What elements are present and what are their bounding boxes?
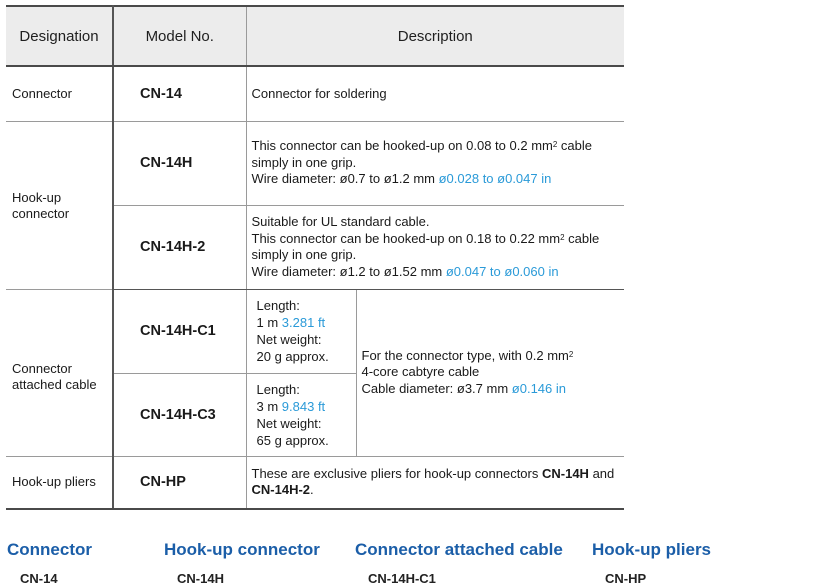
desc-text: simply in one grip. [251, 154, 357, 170]
length-value: 1 m [256, 315, 282, 330]
designation-cell [6, 121, 113, 289]
desc-text: Suitable for UL standard cable. [251, 214, 430, 229]
desc-text: cable [557, 138, 593, 154]
desc-text: and [588, 465, 615, 481]
header-description: Description [246, 6, 624, 66]
imperial-value: 9.843 ft [281, 398, 326, 414]
designation-line: attached cable [12, 376, 97, 392]
weight-value: 20 g approx. [256, 349, 329, 364]
model-cell: CN-HP [113, 456, 246, 509]
imperial-value: ø0.146 in [511, 380, 566, 396]
spec-cell [246, 289, 356, 373]
desc-text: Wire diameter: ø0.7 to ø1.2 mm [251, 171, 439, 187]
superscript: 2 [552, 140, 558, 150]
desc-text: This connector can be hooked-up on 0.18 to 0.22 mm [251, 230, 561, 246]
header-designation: Designation [6, 6, 113, 66]
designation-cell [6, 289, 113, 456]
model-cell: CN-14H-2 [113, 205, 246, 289]
length-label: Length: [256, 381, 300, 397]
desc-text: Cable diameter: ø3.7 mm [361, 380, 512, 396]
model-ref: CN-14H [541, 465, 589, 481]
subheading-hookup-pliers: CN-HP [605, 571, 647, 586]
designation-line: connector [12, 206, 70, 221]
spec-cell [246, 373, 356, 456]
model-ref: CN-14H-2 [251, 482, 311, 498]
length-value: 3 m [256, 398, 282, 414]
subheading-connector-attached-cable: CN-14H-C1 [368, 571, 436, 586]
table-row-pliers [6, 456, 624, 509]
length-label: Length: [256, 298, 300, 313]
description-cell [246, 456, 624, 509]
desc-text: These are exclusive pliers for hook-up connectors [251, 465, 542, 481]
desc-text: cable [564, 230, 600, 246]
heading-connector: Connector [7, 540, 92, 559]
superscript: 2 [560, 232, 565, 242]
weight-label: Net weight: [256, 415, 322, 431]
heading-connector-attached-cable: Connector attached cable [355, 540, 563, 559]
imperial-value: 3.281 ft [281, 315, 326, 330]
desc-text: This connector can be hooked-up on 0.08 to 0.2 mm [251, 138, 553, 154]
weight-value: 65 g approx. [256, 432, 329, 448]
table-row-cn14h-c1 [6, 289, 624, 373]
description-cell: Connector for soldering [246, 66, 624, 121]
designation-line: Hook-up [12, 190, 62, 205]
desc-text: . [310, 482, 314, 498]
desc-text: 4-core cabtyre cable [361, 364, 480, 380]
description-cell [246, 121, 624, 205]
weight-label: Net weight: [256, 332, 322, 347]
table-row-connector [6, 66, 624, 121]
spec-table [6, 5, 624, 510]
designation-cell: Connector [6, 66, 113, 121]
product-headings [0, 538, 830, 586]
description-cell [246, 205, 624, 289]
model-cell: CN-14H-C1 [113, 289, 246, 373]
designation-cell: Hook-up pliers [6, 456, 113, 509]
subheading-hookup-connector: CN-14H [177, 571, 224, 586]
model-cell: CN-14 [113, 66, 246, 121]
model-cell: CN-14H [113, 121, 246, 205]
designation-line: Connector [12, 360, 72, 376]
imperial-value: ø0.028 to ø0.047 in [438, 171, 552, 187]
model-cell: CN-14H-C3 [113, 373, 246, 456]
header-model: Model No. [113, 6, 246, 66]
subheading-connector: CN-14 [20, 571, 58, 586]
desc-text: Wire diameter: ø1.2 to ø1.52 mm [251, 263, 446, 279]
table-row-cn14h [6, 121, 624, 205]
desc-text: simply in one grip. [251, 247, 357, 262]
table-header-row [6, 6, 624, 66]
heading-hookup-pliers: Hook-up pliers [592, 540, 712, 559]
imperial-value: ø0.047 to ø0.060 in [445, 263, 559, 279]
description-cell [356, 289, 624, 456]
desc-text: For the connector type, with 0.2 mm [361, 347, 569, 363]
superscript: 2 [568, 349, 574, 359]
heading-hookup-connector: Hook-up connector [164, 540, 320, 559]
